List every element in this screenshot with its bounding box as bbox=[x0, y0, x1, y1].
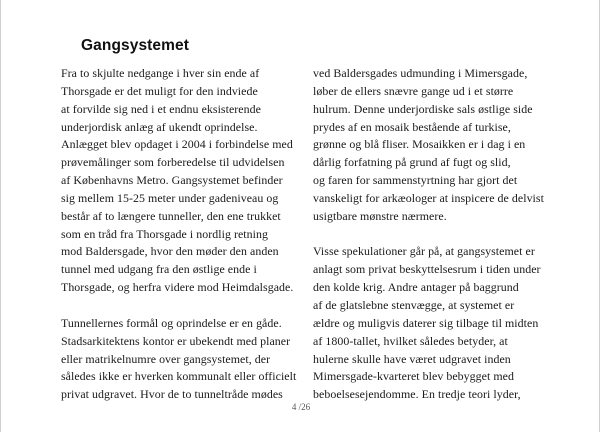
text-line: Fra to skjulte nedgange i hver sin ende af bbox=[61, 66, 260, 80]
text-line: Thorsgade er det muligt for den indviede bbox=[61, 83, 258, 98]
text-line: vanskeligt for arkæologer at inspicere de delvist bbox=[313, 190, 544, 205]
text-line: grønne og blå fliser. Mosaikken er i dag i en bbox=[313, 137, 526, 152]
text-line: hulerne skulle have været udgravet inden bbox=[313, 351, 511, 366]
left-column bbox=[61, 65, 301, 404]
text-line: mod Baldersgade, hvor den møder den anden bbox=[61, 244, 279, 259]
left-paragraph-1 bbox=[61, 65, 301, 297]
text-line: sig mellem 15-25 meter under gadeniveau og bbox=[61, 190, 279, 205]
text-line: ældre og muligvis daterer sig tilbage til midten bbox=[313, 315, 539, 330]
text-line: og faren for sammenstyrtning har gjort det bbox=[313, 173, 518, 188]
text-line: hulrum. Denne underjordiske sals østlige side bbox=[313, 101, 533, 116]
text-line: anlagt som privat beskyttelsesrum i tiden under bbox=[313, 262, 541, 277]
text-line: eller matrikelnumre over gangsystemet, der bbox=[61, 351, 271, 366]
text-line: prøvemålinger som forberedelse til udvidelsen bbox=[61, 155, 285, 170]
text-line: Thorsgade, og herfra videre mod Heimdalsgade. bbox=[61, 280, 294, 295]
text-line: prydes af en mosaik bestående af turkise, bbox=[313, 119, 511, 134]
text-line: består af to længere tunneller, den ene trukket bbox=[61, 208, 281, 223]
right-paragraph-1 bbox=[313, 65, 553, 226]
text-line: den kolde krig. Andre antager på baggrund bbox=[313, 280, 519, 295]
text-line: tunnel med udgang fra den østlige ende i bbox=[61, 262, 257, 277]
right-paragraph-2 bbox=[313, 243, 553, 404]
text-line: ved Baldersgades udmunding i Mimersgade, bbox=[313, 66, 528, 80]
text-line: således ikke er hverken kommunalt eller officielt bbox=[61, 369, 297, 384]
text-line: Mimersgade-kvarteret blev bebygget med bbox=[313, 369, 514, 384]
text-line: at forvilde sig ned i et endnu eksisterende bbox=[61, 101, 261, 116]
text-line: privat udgravet. Hvor de to tunneltråde mødes bbox=[61, 387, 283, 402]
text-line: dårlig forfatning på grund af fugt og slid, bbox=[313, 155, 511, 170]
paragraph-gap bbox=[313, 226, 553, 244]
page-title: Gangsystemet bbox=[81, 37, 190, 54]
text-line: beboelsesejendomme. En tredje teori lyder, bbox=[313, 387, 521, 402]
text-line: Tunnellernes formål og oprindelse er en gåde. bbox=[61, 315, 282, 330]
text-line: løber de ellers snævre gange ud i et større bbox=[313, 83, 514, 98]
text-line: usigtbare mønstre nærmere. bbox=[313, 208, 447, 223]
text-line: af de glatslebne stenvægge, at systemet er bbox=[313, 297, 515, 312]
paragraph-gap bbox=[61, 297, 301, 315]
right-column bbox=[313, 65, 553, 404]
text-line: Anlægget blev opdaget i 2004 i forbindelse med bbox=[61, 137, 293, 152]
text-line: Visse spekulationer går på, at gangsystemet er bbox=[313, 244, 535, 259]
text-line: som en tråd fra Thorsgade i nordlig retning bbox=[61, 226, 268, 241]
text-line: af 1800-tallet, hvilket således betyder, at bbox=[313, 333, 508, 348]
text-line: underjordisk anlæg af ukendt oprindelse. bbox=[61, 119, 258, 134]
page-number: 4 /26 bbox=[291, 402, 311, 412]
text-line: Stadsarkitektens kontor er ubekendt med planer bbox=[61, 333, 291, 348]
left-paragraph-2 bbox=[61, 315, 301, 404]
text-line: af Københavns Metro. Gangsystemet befinder bbox=[61, 173, 283, 188]
